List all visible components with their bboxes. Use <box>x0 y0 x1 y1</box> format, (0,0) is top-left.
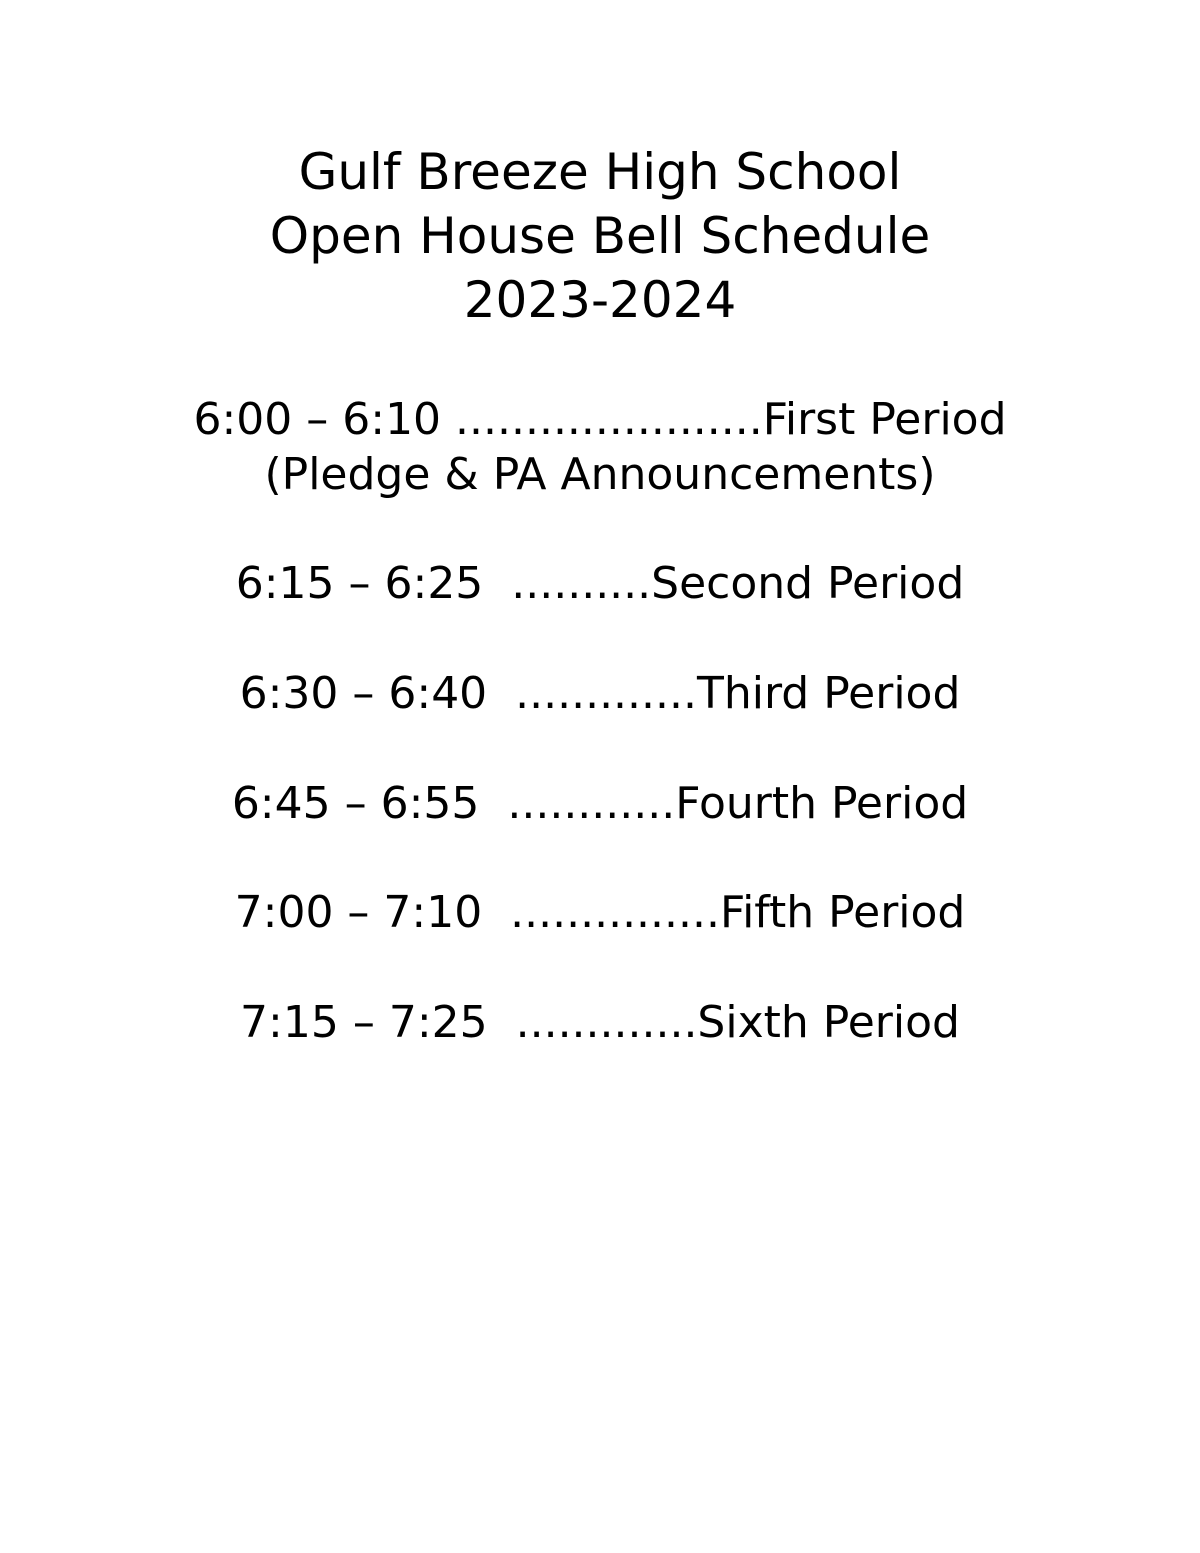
schedule-row-sixth-period: 7:15 – 7:25 .............Sixth Period <box>240 997 960 1048</box>
schedule-row-fourth-period: 6:45 – 6:55 ............Fourth Period <box>231 778 969 829</box>
title-block <box>0 140 1200 332</box>
schedule-row-second-period: 6:15 – 6:25 ..........Second Period <box>235 558 965 609</box>
schedule-row-third-period: 6:30 – 6:40 .............Third Period <box>239 668 961 719</box>
schedule-row-first-period: 6:00 – 6:10 ......................First Period <box>193 394 1007 445</box>
school-year: 2023-2024 <box>463 271 737 329</box>
school-name: Gulf Breeze High School <box>298 143 902 201</box>
schedule-row-fifth-period: 7:00 – 7:10 ...............Fifth Period <box>234 887 966 938</box>
schedule-title: Open House Bell Schedule <box>269 207 931 265</box>
schedule-row-first-period-note: (Pledge & PA Announcements) <box>264 449 936 500</box>
